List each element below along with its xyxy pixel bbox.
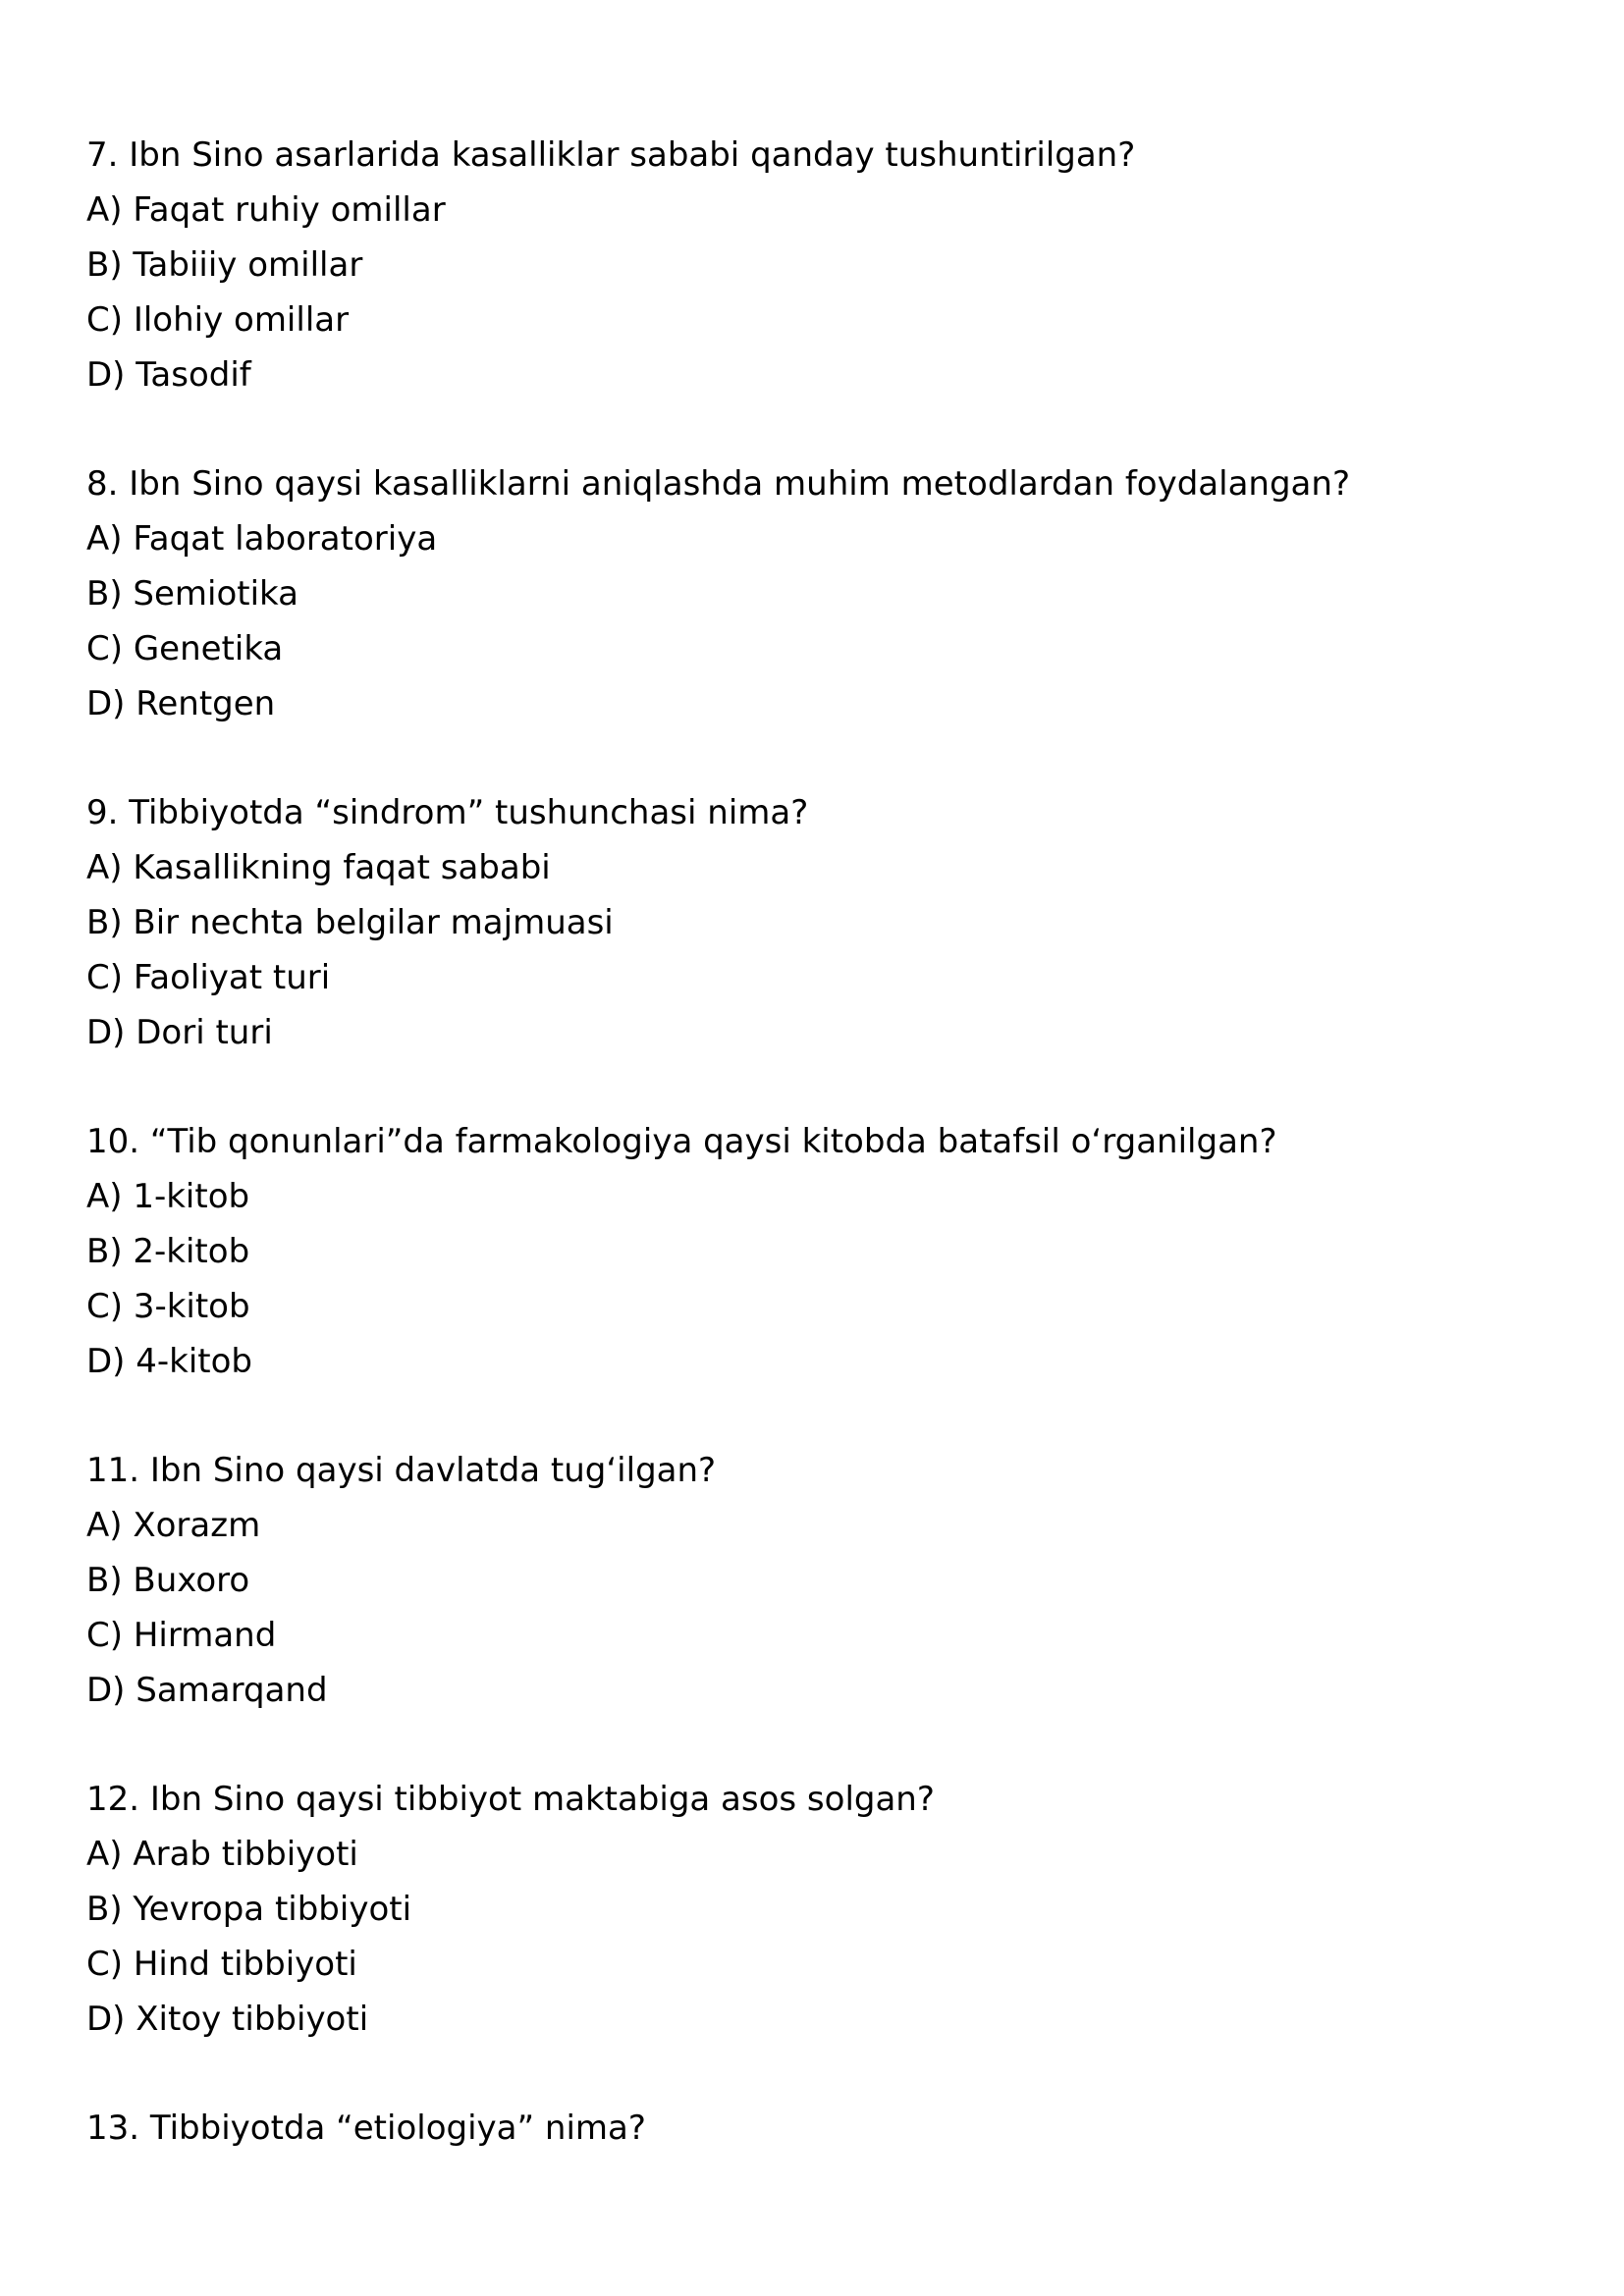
question-text: 13. Tibbiyotda “etiologiya” nima?: [86, 2109, 646, 2148]
question-10: [86, 1114, 1559, 1389]
option-c: C) Hirmand: [86, 1616, 277, 1655]
option-d: D) Dori turi: [86, 1013, 273, 1052]
option-d: D) Tasodif: [86, 355, 251, 395]
question-12: [86, 1772, 1559, 2047]
question-13: [86, 2101, 1559, 2156]
option-d: D) Rentgen: [86, 684, 276, 723]
question-text: 9. Tibbiyotda “sindrom” tushunchasi nima?: [86, 793, 809, 832]
question-text: 12. Ibn Sino qaysi tibbiyot maktabiga asos solgan?: [86, 1780, 935, 1819]
option-b: B) 2-kitob: [86, 1232, 250, 1271]
question-9: [86, 785, 1559, 1060]
question-text: 8. Ibn Sino qaysi kasalliklarni aniqlashda muhim metodlardan foydalangan?: [86, 464, 1350, 504]
document-page: [86, 128, 1559, 2210]
option-a: A) Faqat ruhiy omillar: [86, 190, 446, 230]
option-b: B) Semiotika: [86, 574, 298, 614]
option-b: B) Tabiiiy omillar: [86, 245, 363, 285]
option-c: C) Faoliyat turi: [86, 958, 331, 997]
option-d: D) 4-kitob: [86, 1342, 253, 1381]
question-text: 11. Ibn Sino qaysi davlatda tugʻilgan?: [86, 1451, 717, 1490]
option-a: A) 1-kitob: [86, 1177, 250, 1216]
question-7: [86, 128, 1559, 402]
option-d: D) Xitoy tibbiyoti: [86, 2000, 369, 2039]
option-b: B) Yevropa tibbiyoti: [86, 1890, 412, 1929]
question-8: [86, 456, 1559, 731]
option-a: A) Arab tibbiyoti: [86, 1835, 358, 1874]
option-d: D) Samarqand: [86, 1671, 328, 1710]
option-c: C) Ilohiy omillar: [86, 300, 350, 340]
option-a: A) Xorazm: [86, 1506, 261, 1545]
option-b: B) Bir nechta belgilar majmuasi: [86, 903, 614, 942]
option-a: A) Faqat laboratoriya: [86, 519, 438, 559]
question-11: [86, 1443, 1559, 1718]
question-text: 7. Ibn Sino asarlarida kasalliklar sababi qanday tushuntirilgan?: [86, 135, 1136, 175]
option-c: C) Hind tibbiyoti: [86, 1945, 357, 1984]
option-c: C) 3-kitob: [86, 1287, 250, 1326]
option-a: A) Kasallikning faqat sababi: [86, 848, 551, 887]
option-b: B) Buxoro: [86, 1561, 250, 1600]
option-c: C) Genetika: [86, 629, 284, 668]
question-text: 10. “Tib qonunlari”da farmakologiya qaysi kitobda batafsil oʻrganilgan?: [86, 1122, 1277, 1161]
